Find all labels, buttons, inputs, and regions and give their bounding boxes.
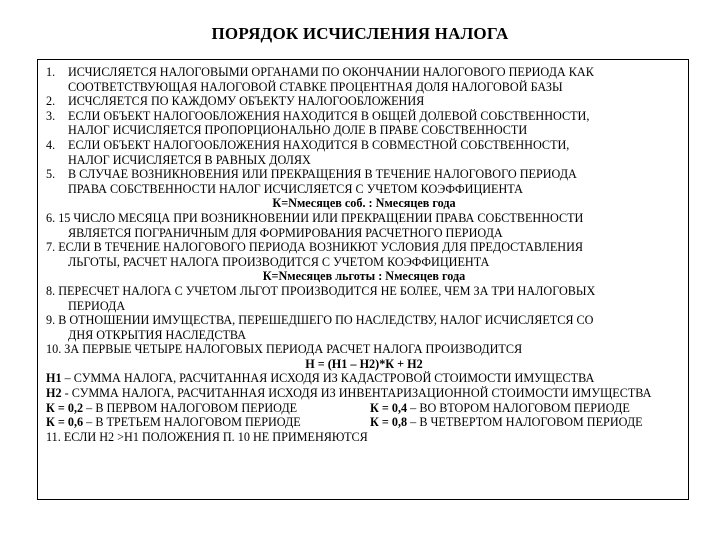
item-number: 4. xyxy=(46,137,56,152)
item-number: 1. xyxy=(46,65,56,79)
coefficient-label: К = 0,2 xyxy=(46,400,84,415)
item-text-line: ИСЧСЛЯЕТСЯ ПО КАЖДОМУ ОБЪЕКТУ НАЛОГООБЛОЖЕНИЯ xyxy=(68,94,425,109)
list-item-5 xyxy=(46,167,682,196)
coefficient-row xyxy=(46,415,682,430)
item-text-line: НАЛОГ ИСЧИСЛЯЕТСЯ В РАВНЫХ ДОЛЯХ xyxy=(68,152,311,167)
content-box xyxy=(37,59,689,500)
list-item-10: 10. ЗА ПЕРВЫЕ ЧЕТЫРЕ НАЛОГОВЫХ ПЕРИОДА РАСЧЕТ НАЛОГА ПРОИЗВОДИТСЯ xyxy=(46,342,523,357)
definition-h2 xyxy=(46,386,682,401)
list-item-7 xyxy=(46,240,682,269)
item-text-line: 7. ЕСЛИ В ТЕЧЕНИЕ НАЛОГОВОГО ПЕРИОДА ВОЗНИКЮТ УСЛОВИЯ ДЛЯ ПРЕДОСТАВЛЕНИЯ xyxy=(46,240,584,255)
definition-text: - СУММА НАЛОГА, РАСЧИТАННАЯ ИСХОДЯ ИЗ ИНВЕНТАРИЗАЦИОННОЙ СТОИМОСТИ ИМУЩЕСТВА xyxy=(61,386,652,401)
list-item-2 xyxy=(46,94,682,109)
item-text-line: 8. ПЕРЕСЧЕТ НАЛОГА С УЧЕТОМ ЛЬГОТ ПРОИЗВОДИТСЯ НЕ БОЛЕЕ, ЧЕМ ЗА ТРИ НАЛОГОВЫХ xyxy=(46,283,596,298)
item-text-line: ЯВЛЯЕТСЯ ПОГРАНИЧНЫМ ДЛЯ ФОРМИРОВАНИЯ РАСЧЕТНОГО ПЕРИОДА xyxy=(68,225,503,240)
item-text-line: 9. В ОТНОШЕНИИ ИМУЩЕСТВА, ПЕРЕШЕДШЕГО ПО НАСЛЕДСТВУ, НАЛОГ ИСЧИСЛЯЕТСЯ СО xyxy=(46,313,594,328)
coefficient-label: К = 0,8 xyxy=(370,415,408,430)
item-text-line: 6. 15 ЧИСЛО МЕСЯЦА ПРИ ВОЗНИКНОВЕНИИ ИЛИ ПРЕКРАЩЕНИИ ПРАВА СОБСТВЕННОСТИ xyxy=(46,210,584,225)
item-number: 3. xyxy=(46,108,56,123)
coefficient-row xyxy=(46,401,682,416)
formula-benefit-coefficient: К=Nмесяцев льготы : Nмесяцев года xyxy=(262,269,466,284)
coefficient-label: К = 0,6 xyxy=(46,415,84,430)
item-number: 2. xyxy=(46,94,56,109)
coefficient-text: – ВО ВТОРОМ НАЛОГОВОМ ПЕРИОДЕ xyxy=(407,400,630,415)
item-text-line: СООТВЕТСТВУЮЩАЯ НАЛОГОВОЙ СТАВКЕ ПРОЦЕНТНАЯ ДОЛЯ НАЛОГОВОЙ БАЗЫ xyxy=(68,79,563,94)
formula-ownership-coefficient: К=Nмесяцев соб. : Nмесяцев года xyxy=(272,196,456,211)
item-text-line: НАЛОГ ИСЧИСЛЯЕТСЯ ПРОПОРЦИОНАЛЬНО ДОЛЕ В ПРАВЕ СОБСТВЕННОСТИ xyxy=(68,123,528,138)
definition-h1 xyxy=(46,371,682,386)
coefficient-label: К = 0,4 xyxy=(370,400,408,415)
item-text-line: ДНЯ ОТКРЫТИЯ НАСЛЕДСТВА xyxy=(68,327,247,342)
list-item-4 xyxy=(46,138,682,167)
list-item-1 xyxy=(46,65,682,94)
coefficient-text: – В ПЕРВОМ НАЛОГОВОМ ПЕРИОДЕ xyxy=(83,400,298,415)
item-text-line: ИСЧИСЛЯЕТСЯ НАЛОГОВЫМИ ОРГАНАМИ ПО ОКОНЧАНИИ НАЛОГОВОГО ПЕРИОДА КАК xyxy=(68,65,594,79)
item-text-line: ПЕРИОДА xyxy=(68,298,126,313)
item-text-line: ЕСЛИ ОБЪЕКТ НАЛОГООБЛОЖЕНИЯ НАХОДИТСЯ В СОВМЕСТНОЙ СОБСТВЕННОСТИ, xyxy=(68,137,570,152)
list-item-3 xyxy=(46,109,682,138)
item-text-line: ПРАВА СОБСТВЕННОСТИ НАЛОГ ИСЧИСЛЯЕТСЯ С УЧЕТОМ КОЭФФИЦИЕНТА xyxy=(68,181,523,196)
page-title: ПОРЯДОК ИСЧИСЛЕНИЯ НАЛОГА xyxy=(211,24,509,43)
definition-text: – СУММА НАЛОГА, РАСЧИТАННАЯ ИСХОДЯ ИЗ КАДАСТРОВОЙ СТОИМОСТИ ИМУЩЕСТВА xyxy=(61,371,595,386)
coefficient-text: – В ЧЕТВЕРТОМ НАЛОГОВОМ ПЕРИОДЕ xyxy=(407,415,643,430)
definition-label: Н1 xyxy=(46,371,62,386)
formula-tax-calculation: Н = (Н1 – Н2)*К + Н2 xyxy=(305,356,423,371)
item-text-line: ЛЬГОТЫ, РАСЧЕТ НАЛОГА ПРОИЗВОДИТСЯ С УЧЕТОМ КОЭФФИЦИЕНТА xyxy=(68,254,490,269)
list-item-8 xyxy=(46,284,682,313)
list-item-9 xyxy=(46,313,682,342)
item-number: 5. xyxy=(46,167,56,182)
item-text-line: В СЛУЧАЕ ВОЗНИКНОВЕНИЯ ИЛИ ПРЕКРАЩЕНИЯ В ТЕЧЕНИЕ НАЛОГОВОГО ПЕРИОДА xyxy=(68,167,577,182)
list-item-11: 11. ЕСЛИ Н2 >Н1 ПОЛОЖЕНИЯ П. 10 НЕ ПРИМЕНЯЮТСЯ xyxy=(46,429,368,444)
coefficient-text: – В ТРЕТЬЕМ НАЛОГОВОМ ПЕРИОДЕ xyxy=(83,415,301,430)
list-item-6 xyxy=(46,211,682,240)
item-text-line: ЕСЛИ ОБЪЕКТ НАЛОГООБЛОЖЕНИЯ НАХОДИТСЯ В ОБЩЕЙ ДОЛЕВОЙ СОБСТВЕННОСТИ, xyxy=(68,108,590,123)
definition-label: Н2 xyxy=(46,386,62,401)
